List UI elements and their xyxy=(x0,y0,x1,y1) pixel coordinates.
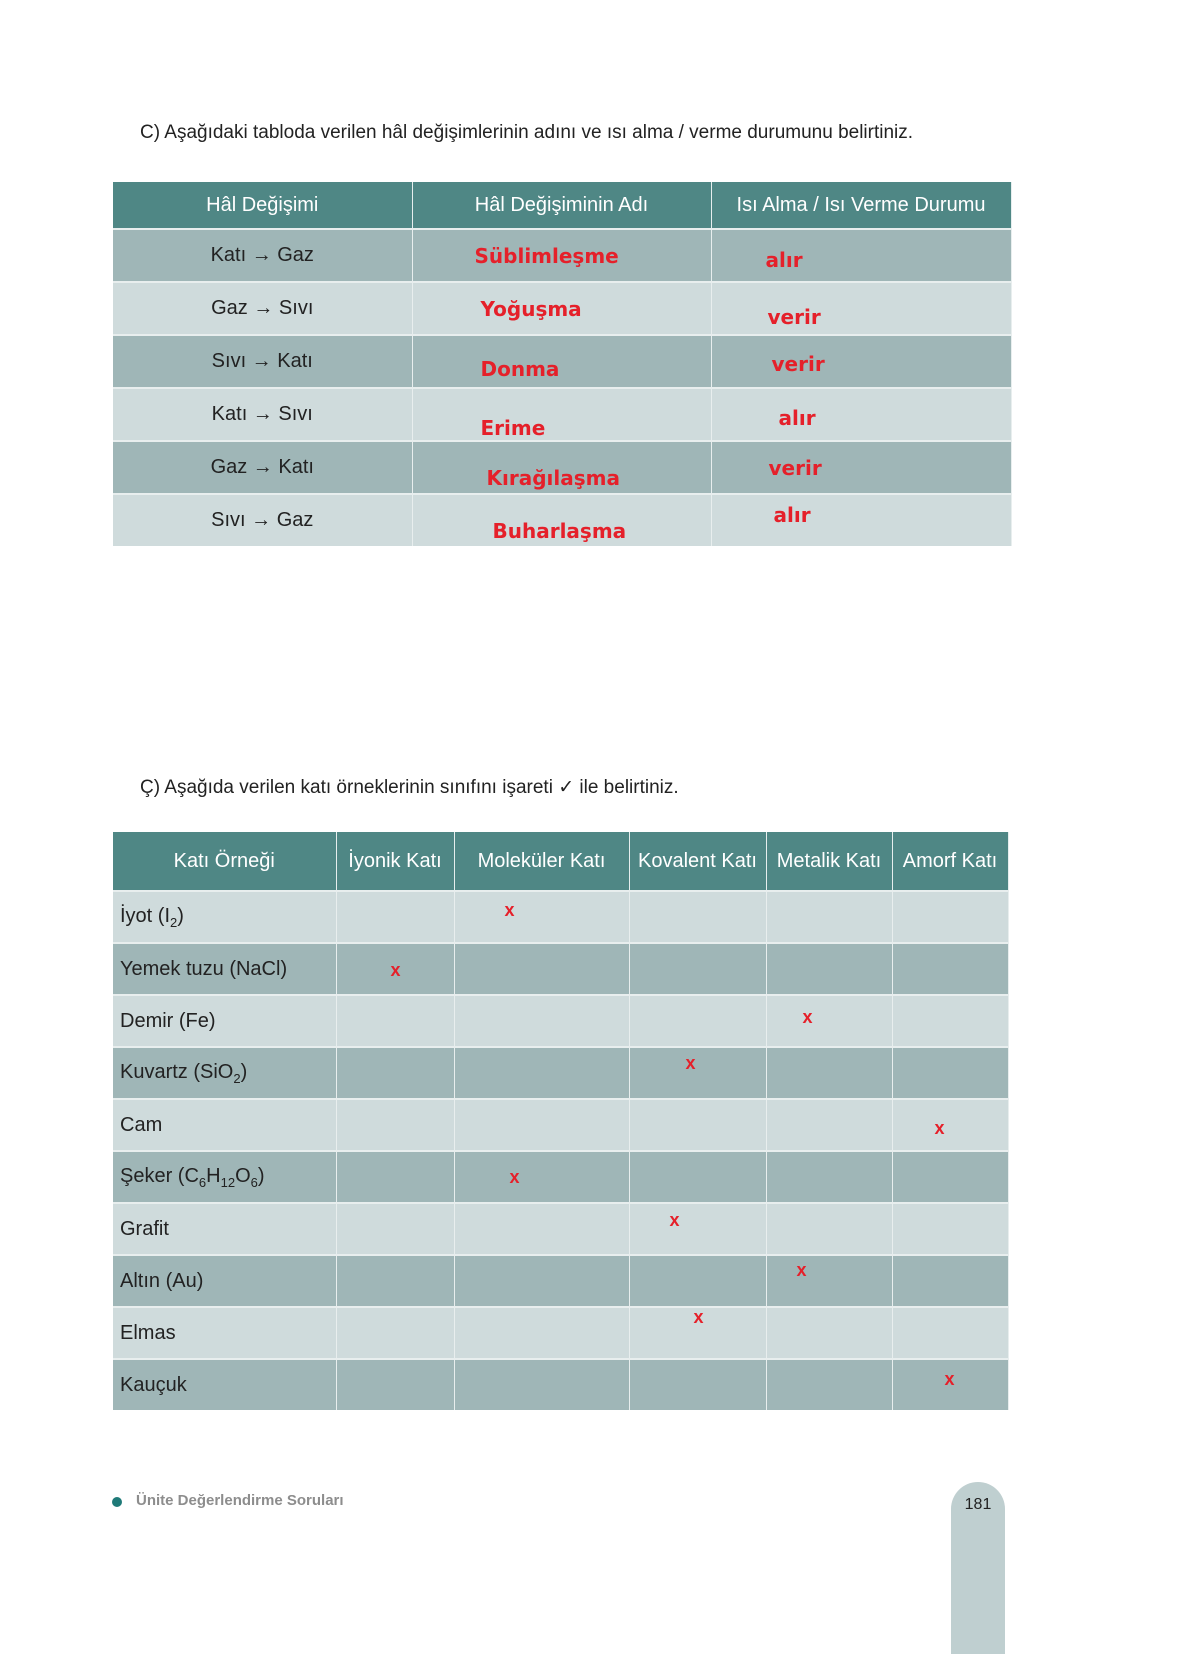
table-row xyxy=(113,282,1011,335)
answer-heat: verir xyxy=(771,352,825,376)
header-heat: Isı Alma / Isı Verme Durumu xyxy=(711,182,1011,229)
check-mark: x xyxy=(693,1307,704,1327)
heat-cell xyxy=(711,282,1011,335)
table-row xyxy=(113,1047,1008,1099)
heat-cell xyxy=(711,494,1011,546)
class-cell xyxy=(336,891,454,943)
class-cell xyxy=(766,1047,892,1099)
check-mark: x xyxy=(802,1007,813,1027)
solid-sample-cell: Kauçuk xyxy=(113,1359,336,1410)
table-row xyxy=(113,1099,1008,1151)
page-number: 181 xyxy=(964,1496,992,1513)
class-cell xyxy=(336,1359,454,1410)
change-name-cell xyxy=(412,335,711,388)
class-cell xyxy=(892,995,1008,1047)
solid-class-table xyxy=(113,832,1009,1410)
table-row xyxy=(113,995,1008,1047)
class-cell xyxy=(892,1099,1008,1151)
class-cell xyxy=(629,1359,766,1410)
check-mark: x xyxy=(504,900,515,920)
phase-change-cell: Katı → Gaz xyxy=(113,229,412,282)
class-cell xyxy=(892,1151,1008,1203)
page-number-tab xyxy=(951,1482,1005,1654)
table-row xyxy=(113,1255,1008,1307)
answer-change-name: Yoğuşma xyxy=(480,297,582,321)
phase-change-table xyxy=(113,182,1012,546)
question-cc: Ç) Aşağıda verilen katı örneklerinin sınıfını işareti ✓ ile belirtiniz. xyxy=(140,777,679,798)
solid-sample-cell: Yemek tuzu (NaCl) xyxy=(113,943,336,995)
class-cell xyxy=(454,1307,629,1359)
check-mark: x xyxy=(796,1260,807,1280)
solid-sample-cell: Kuvartz (SiO$_2$) xyxy=(113,1047,336,1099)
solid-sample-cell: Grafit xyxy=(113,1203,336,1255)
class-cell xyxy=(454,1151,629,1203)
class-cell xyxy=(766,891,892,943)
class-cell xyxy=(629,1151,766,1203)
class-cell xyxy=(766,1151,892,1203)
class-cell xyxy=(336,1099,454,1151)
phase-change-cell: Gaz → Sıvı xyxy=(113,282,412,335)
class-cell xyxy=(629,1255,766,1307)
header-ionic: İyonik Katı xyxy=(336,832,454,891)
class-cell xyxy=(454,995,629,1047)
check-mark: x xyxy=(934,1118,945,1138)
table-row xyxy=(113,1203,1008,1255)
class-cell xyxy=(892,1359,1008,1410)
solid-sample-cell: Elmas xyxy=(113,1307,336,1359)
header-covalent: Kovalent Katı xyxy=(629,832,766,891)
change-name-cell xyxy=(412,441,711,494)
class-cell xyxy=(629,1307,766,1359)
class-cell xyxy=(454,1359,629,1410)
class-cell xyxy=(629,995,766,1047)
class-cell xyxy=(454,943,629,995)
change-name-cell xyxy=(412,388,711,441)
header-sample: Katı Örneği xyxy=(113,832,336,891)
class-cell xyxy=(336,1047,454,1099)
class-cell xyxy=(892,1307,1008,1359)
change-name-cell xyxy=(412,494,711,546)
class-cell xyxy=(629,1047,766,1099)
table-row xyxy=(113,335,1011,388)
heat-cell xyxy=(711,388,1011,441)
class-cell xyxy=(454,1099,629,1151)
answer-heat: alır xyxy=(773,503,811,527)
header-change-name: Hâl Değişiminin Adı xyxy=(412,182,711,229)
check-mark: x xyxy=(390,960,401,980)
answer-change-name: Buharlaşma xyxy=(492,519,627,543)
table-row xyxy=(113,229,1011,282)
table-row xyxy=(113,388,1011,441)
answer-heat: alır xyxy=(765,248,803,272)
answer-change-name: Donma xyxy=(480,357,560,381)
solid-sample-cell: İyot $(I_2)$ xyxy=(113,891,336,943)
class-cell xyxy=(336,995,454,1047)
change-name-cell xyxy=(412,229,711,282)
class-cell xyxy=(629,1203,766,1255)
heat-cell xyxy=(711,441,1011,494)
header-phase-change: Hâl Değişimi xyxy=(113,182,412,229)
class-cell xyxy=(454,1255,629,1307)
phase-change-cell: Katı → Sıvı xyxy=(113,388,412,441)
phase-change-cell: Sıvı → Katı xyxy=(113,335,412,388)
table-row xyxy=(113,1307,1008,1359)
solid-sample-cell: Şeker $(C_6H_{12}O_6)$ xyxy=(113,1151,336,1203)
heat-cell xyxy=(711,229,1011,282)
class-cell xyxy=(766,943,892,995)
solid-sample-cell: Cam xyxy=(113,1099,336,1151)
header-amorphous: Amorf Katı xyxy=(892,832,1008,891)
check-mark: x xyxy=(669,1210,680,1230)
check-mark: x xyxy=(685,1053,696,1073)
class-cell xyxy=(336,943,454,995)
change-name-cell xyxy=(412,282,711,335)
answer-heat: verir xyxy=(767,305,821,329)
header-molecular: Moleküler Katı xyxy=(454,832,629,891)
class-cell xyxy=(766,1099,892,1151)
class-cell xyxy=(454,1203,629,1255)
class-cell xyxy=(766,1359,892,1410)
solid-sample-cell: Demir (Fe) xyxy=(113,995,336,1047)
phase-change-cell: Sıvı → Gaz xyxy=(113,494,412,546)
class-cell xyxy=(766,995,892,1047)
class-cell xyxy=(892,891,1008,943)
class-cell xyxy=(766,1203,892,1255)
table-row xyxy=(113,943,1008,995)
answer-heat: verir xyxy=(768,456,822,480)
heat-cell xyxy=(711,335,1011,388)
class-cell xyxy=(892,943,1008,995)
header-metallic: Metalik Katı xyxy=(766,832,892,891)
solid-sample-cell: Altın (Au) xyxy=(113,1255,336,1307)
answer-change-name: Süblimleşme xyxy=(474,244,619,268)
table-row xyxy=(113,1151,1008,1203)
phase-change-cell: Gaz → Katı xyxy=(113,441,412,494)
class-cell xyxy=(629,1099,766,1151)
table-row xyxy=(113,494,1011,546)
table-row xyxy=(113,441,1011,494)
answer-heat: alır xyxy=(778,406,816,430)
check-mark: x xyxy=(509,1167,520,1187)
answer-change-name: Kırağılaşma xyxy=(486,466,620,490)
class-cell xyxy=(892,1255,1008,1307)
class-cell xyxy=(336,1151,454,1203)
table-row xyxy=(113,891,1008,943)
footer-section-title: Ünite Değerlendirme Soruları xyxy=(136,1492,344,1509)
answer-change-name: Erime xyxy=(480,416,546,440)
class-cell xyxy=(336,1203,454,1255)
class-cell xyxy=(454,891,629,943)
table-row xyxy=(113,1359,1008,1410)
class-cell xyxy=(892,1047,1008,1099)
class-cell xyxy=(336,1255,454,1307)
class-cell xyxy=(336,1307,454,1359)
footer-bullet-icon xyxy=(112,1497,122,1507)
question-c: C) Aşağıdaki tabloda verilen hâl değişimlerinin adını ve ısı alma / verme durumunu belirtiniz. xyxy=(140,122,914,143)
class-cell xyxy=(892,1203,1008,1255)
class-cell xyxy=(766,1255,892,1307)
check-mark: x xyxy=(944,1369,955,1389)
class-cell xyxy=(766,1307,892,1359)
class-cell xyxy=(454,1047,629,1099)
class-cell xyxy=(629,943,766,995)
class-cell xyxy=(629,891,766,943)
